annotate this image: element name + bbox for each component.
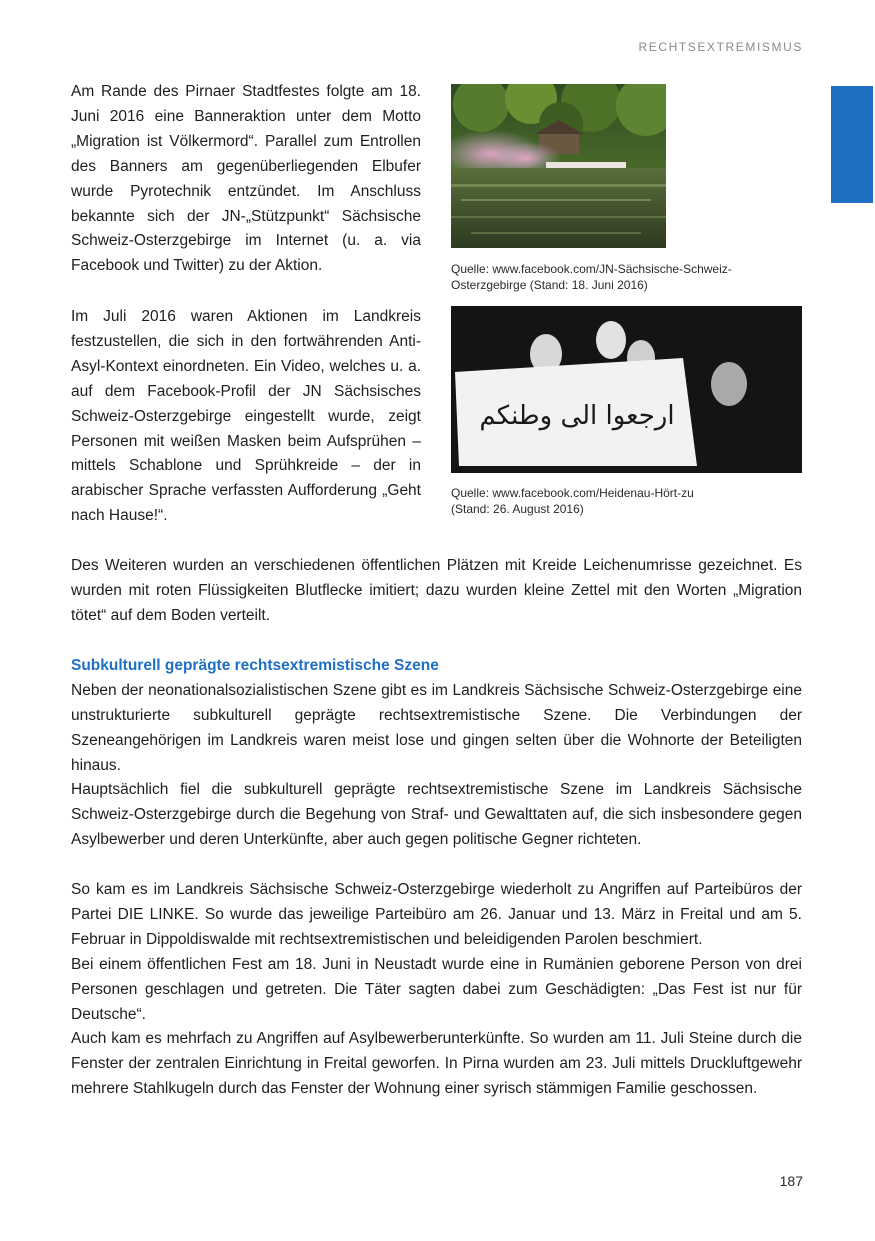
- paragraph-offences: Hauptsächlich fiel die subkulturell geprägte rechtsextremistische Szene im Landkreis Sächsische Schweiz-Osterzgebirge durch die Begehung von Straf- und Gewalttaten auf, die sich insbesondere gegen Asylbewerber und deren Unterkünfte, aber auch gegen politische Gegner richteten.: [71, 781, 802, 848]
- page-number: 187: [779, 1173, 803, 1189]
- caption-line: (Stand: 26. August 2016): [451, 502, 584, 516]
- photo-masked-persons-banner: [451, 306, 802, 473]
- attack-asylum-housing: Auch kam es mehrfach zu Angriffen auf Asylbewerberunterkünfte. So wurden am 11. Juli Steine durch die Fenster der zentralen Einrichtung in Freital geworfen. In Pirna wurden am 23. Juli mittels Druckluftgewehr mehrere Stahlkugeln durch das Fenster der Wohnung einer syrisch stämmigen Familie geschossen.: [71, 1030, 802, 1098]
- figure-caption-river: [451, 261, 781, 293]
- chapter-tab-marker: [831, 86, 873, 203]
- caption-line: Osterzgebirge (Stand: 18. Juni 2016): [451, 278, 648, 292]
- paragraph-subculture-scene: Neben der neonationalsozialistischen Szene gibt es im Landkreis Sächsische Schweiz-Osterzgebirge eine unstrukturierte subkulturell geprägte rechtsextremistische Szene. Die Verbindungen der Szeneangehörigen im Landkreis waren meist lose und gingen selten über die Wohnorte der Beteiligten hinaus.: [71, 682, 802, 774]
- banner-arabic-text: ارجعوا الى وطنكم: [479, 401, 675, 431]
- attack-neustadt-fest: Bei einem öffentlichen Fest am 18. Juni in Neustadt wurde eine in Rumänien geborene Person von drei Personen geschlagen und getreten. Die Täter sagten dabei zum Geschädigten: „Das Fest ist nur für Deutsche“.: [71, 955, 802, 1023]
- river-banner-image: [451, 84, 666, 248]
- masked-persons-image: [451, 306, 802, 473]
- caption-line: Quelle: www.facebook.com/JN-Sächsische-Schweiz-: [451, 262, 732, 276]
- paragraph-july-actions: Im Juli 2016 waren Aktionen im Landkreis festzustellen, die sich in den fortwährenden Anti-Asyl-Kontext einordneten. Ein Video, welches u. a. auf dem Facebook-Profil der JN Sächsisches Schweiz-Osterzgebirge eingestellt wurde, zeigt Personen mit weißen Masken beim Aufsprühen – mittels Schablone und Sprühkreide – der in arabischer Sprache verfassten Aufforderung „Geht nach Hause!“.: [71, 308, 421, 525]
- paragraph-attacks: [71, 878, 802, 1102]
- section-heading: Subkulturell geprägte rechtsextremistische Szene: [71, 657, 439, 674]
- figure-caption-masks: [451, 485, 781, 517]
- attack-party-offices: So kam es im Landkreis Sächsische Schweiz-Osterzgebirge wiederholt zu Angriffen auf Parteibüros der Partei DIE LINKE. So wurde das jeweilige Parteibüro am 26. Januar und 13. März in Freital und am 5. Februar in Dippoldiswalde mit rechtsextremistischen und beleidigenden Parolen beschmiert.: [71, 881, 802, 948]
- running-header: RECHTSEXTREMISMUS: [638, 40, 803, 54]
- caption-line: Quelle: www.facebook.com/Heidenau-Hört-zu: [451, 486, 694, 500]
- paragraph-chalk-outlines: Des Weiteren wurden an verschiedenen öffentlichen Plätzen mit Kreide Leichenumrisse gezeichnet. Es wurden mit roten Flüssigkeiten Blutflecke imitiert; dazu wurden kleine Zettel mit den Worten „Migration tötet“ auf dem Boden verteilt.: [71, 557, 802, 624]
- paragraph-banner-action: Am Rande des Pirnaer Stadtfestes folgte am 18. Juni 2016 eine Banneraktion unter dem Motto „Migration ist Völkermord“. Parallel zum Entrollen des Banners am gegenüberliegenden Elbufer wurde Pyrotechnik entzündet. Im Anschluss bekannte sich der JN-„Stützpunkt“ Sächsische Schweiz-Osterzgebirge im Internet (u. a. via Facebook und Twitter) zu der Aktion.: [71, 83, 421, 275]
- photo-river-banner: [451, 84, 666, 248]
